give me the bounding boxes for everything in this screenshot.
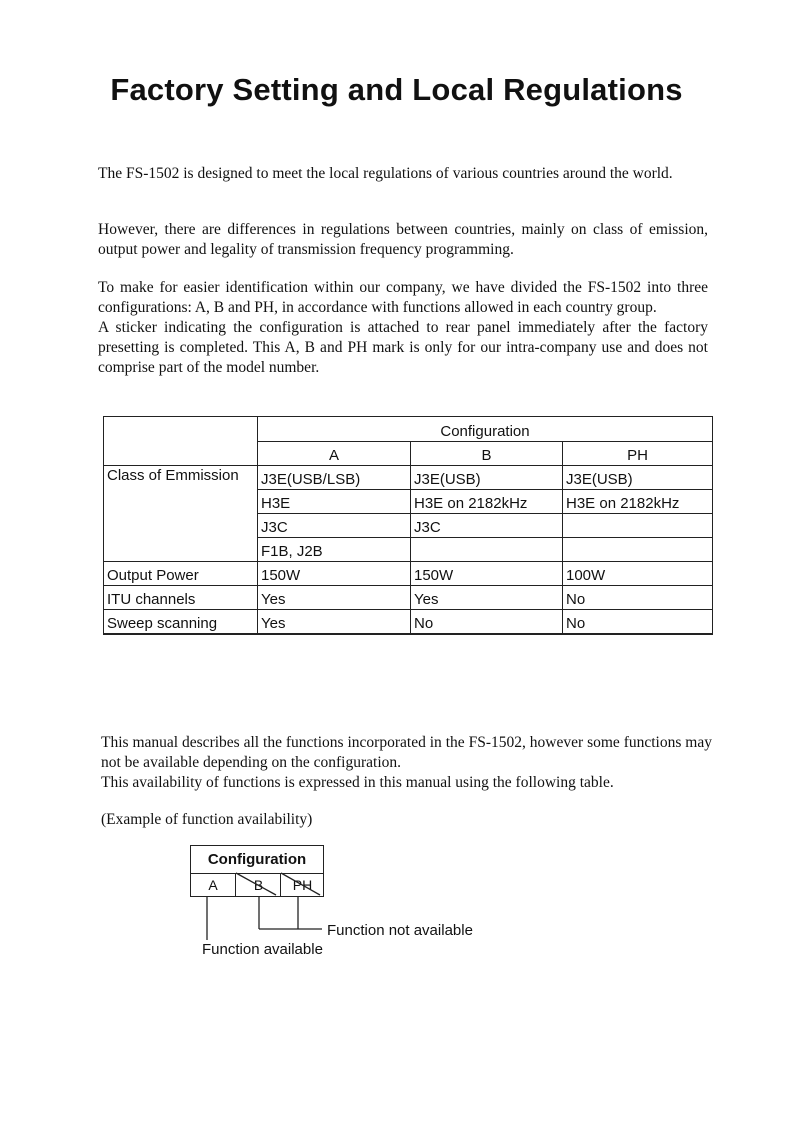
function-available-label: Function available (202, 941, 323, 958)
cell-a: Yes (258, 610, 411, 635)
cell-ph: H3E on 2182kHz (563, 490, 713, 514)
legend-cell-a: A (208, 877, 218, 893)
manual-text: This manual describes all the functions incorporated in the FS-1502, however some functions may not be available depending on the configuration. (101, 734, 712, 771)
cell-ph: No (563, 586, 713, 610)
cell-b: H3E on 2182kHz (411, 490, 563, 514)
manual-paragraph (101, 733, 712, 793)
cell-b: J3C (411, 514, 563, 538)
cell-b (411, 538, 563, 562)
legend-cell-b: B (235, 874, 281, 896)
column-header-b: B (411, 442, 563, 466)
differences-paragraph: However, there are differences in regulations between countries, mainly on class of emission, output power and legality of transmission frequency programming. (98, 221, 708, 258)
table-row (104, 562, 713, 586)
legend-cell-ph: PH (280, 874, 324, 896)
cell-b: J3E(USB) (411, 466, 563, 490)
row-label: Sweep scanning (104, 610, 258, 635)
row-label: ITU channels (104, 586, 258, 610)
cell-ph: J3E(USB) (563, 466, 713, 490)
page-title: Factory Setting and Local Regulations (110, 72, 683, 107)
row-label: Output Power (104, 562, 258, 586)
configuration-header: Configuration (258, 417, 713, 442)
cell-b: 150W (411, 562, 563, 586)
table-row (104, 586, 713, 610)
column-header-a: A (258, 442, 411, 466)
cell-b: No (411, 610, 563, 635)
function-not-available-label: Function not available (327, 922, 473, 939)
cell-ph (563, 514, 713, 538)
configuration-table (103, 416, 713, 635)
column-header-ph: PH (563, 442, 713, 466)
legend-title: Configuration (191, 846, 323, 874)
intro-paragraph: The FS-1502 is designed to meet the local regulations of various countries around the world. (98, 165, 673, 182)
cell-ph: No (563, 610, 713, 635)
row-label: Class of Emmission (104, 466, 258, 562)
configurations-text: To make for easier identification within our company, we have divided the FS-1502 into three configurations: A, B and PH, in accordance with functions allowed in each country group. (98, 279, 708, 316)
table-row (104, 466, 713, 490)
legend-configuration-box (190, 845, 324, 897)
cell-a: J3E(USB/LSB) (258, 466, 411, 490)
cell-a: F1B, J2B (258, 538, 411, 562)
table-row (104, 610, 713, 635)
cell-ph (563, 538, 713, 562)
cell-a: Yes (258, 586, 411, 610)
availability-text: This availability of functions is expressed in this manual using the following table. (101, 774, 614, 791)
cell-b: Yes (411, 586, 563, 610)
sticker-text: A sticker indicating the configuration is attached to rear panel immediately after the factory presetting is completed. This A, B and PH mark is only for our intra-company use and does not comprise part of the model number. (98, 319, 708, 376)
cell-a: 150W (258, 562, 411, 586)
example-caption: (Example of function availability) (101, 811, 313, 828)
cell-a: H3E (258, 490, 411, 514)
table-corner-cell (104, 417, 258, 466)
cell-a: J3C (258, 514, 411, 538)
configurations-paragraph (98, 278, 708, 378)
cell-ph: 100W (563, 562, 713, 586)
